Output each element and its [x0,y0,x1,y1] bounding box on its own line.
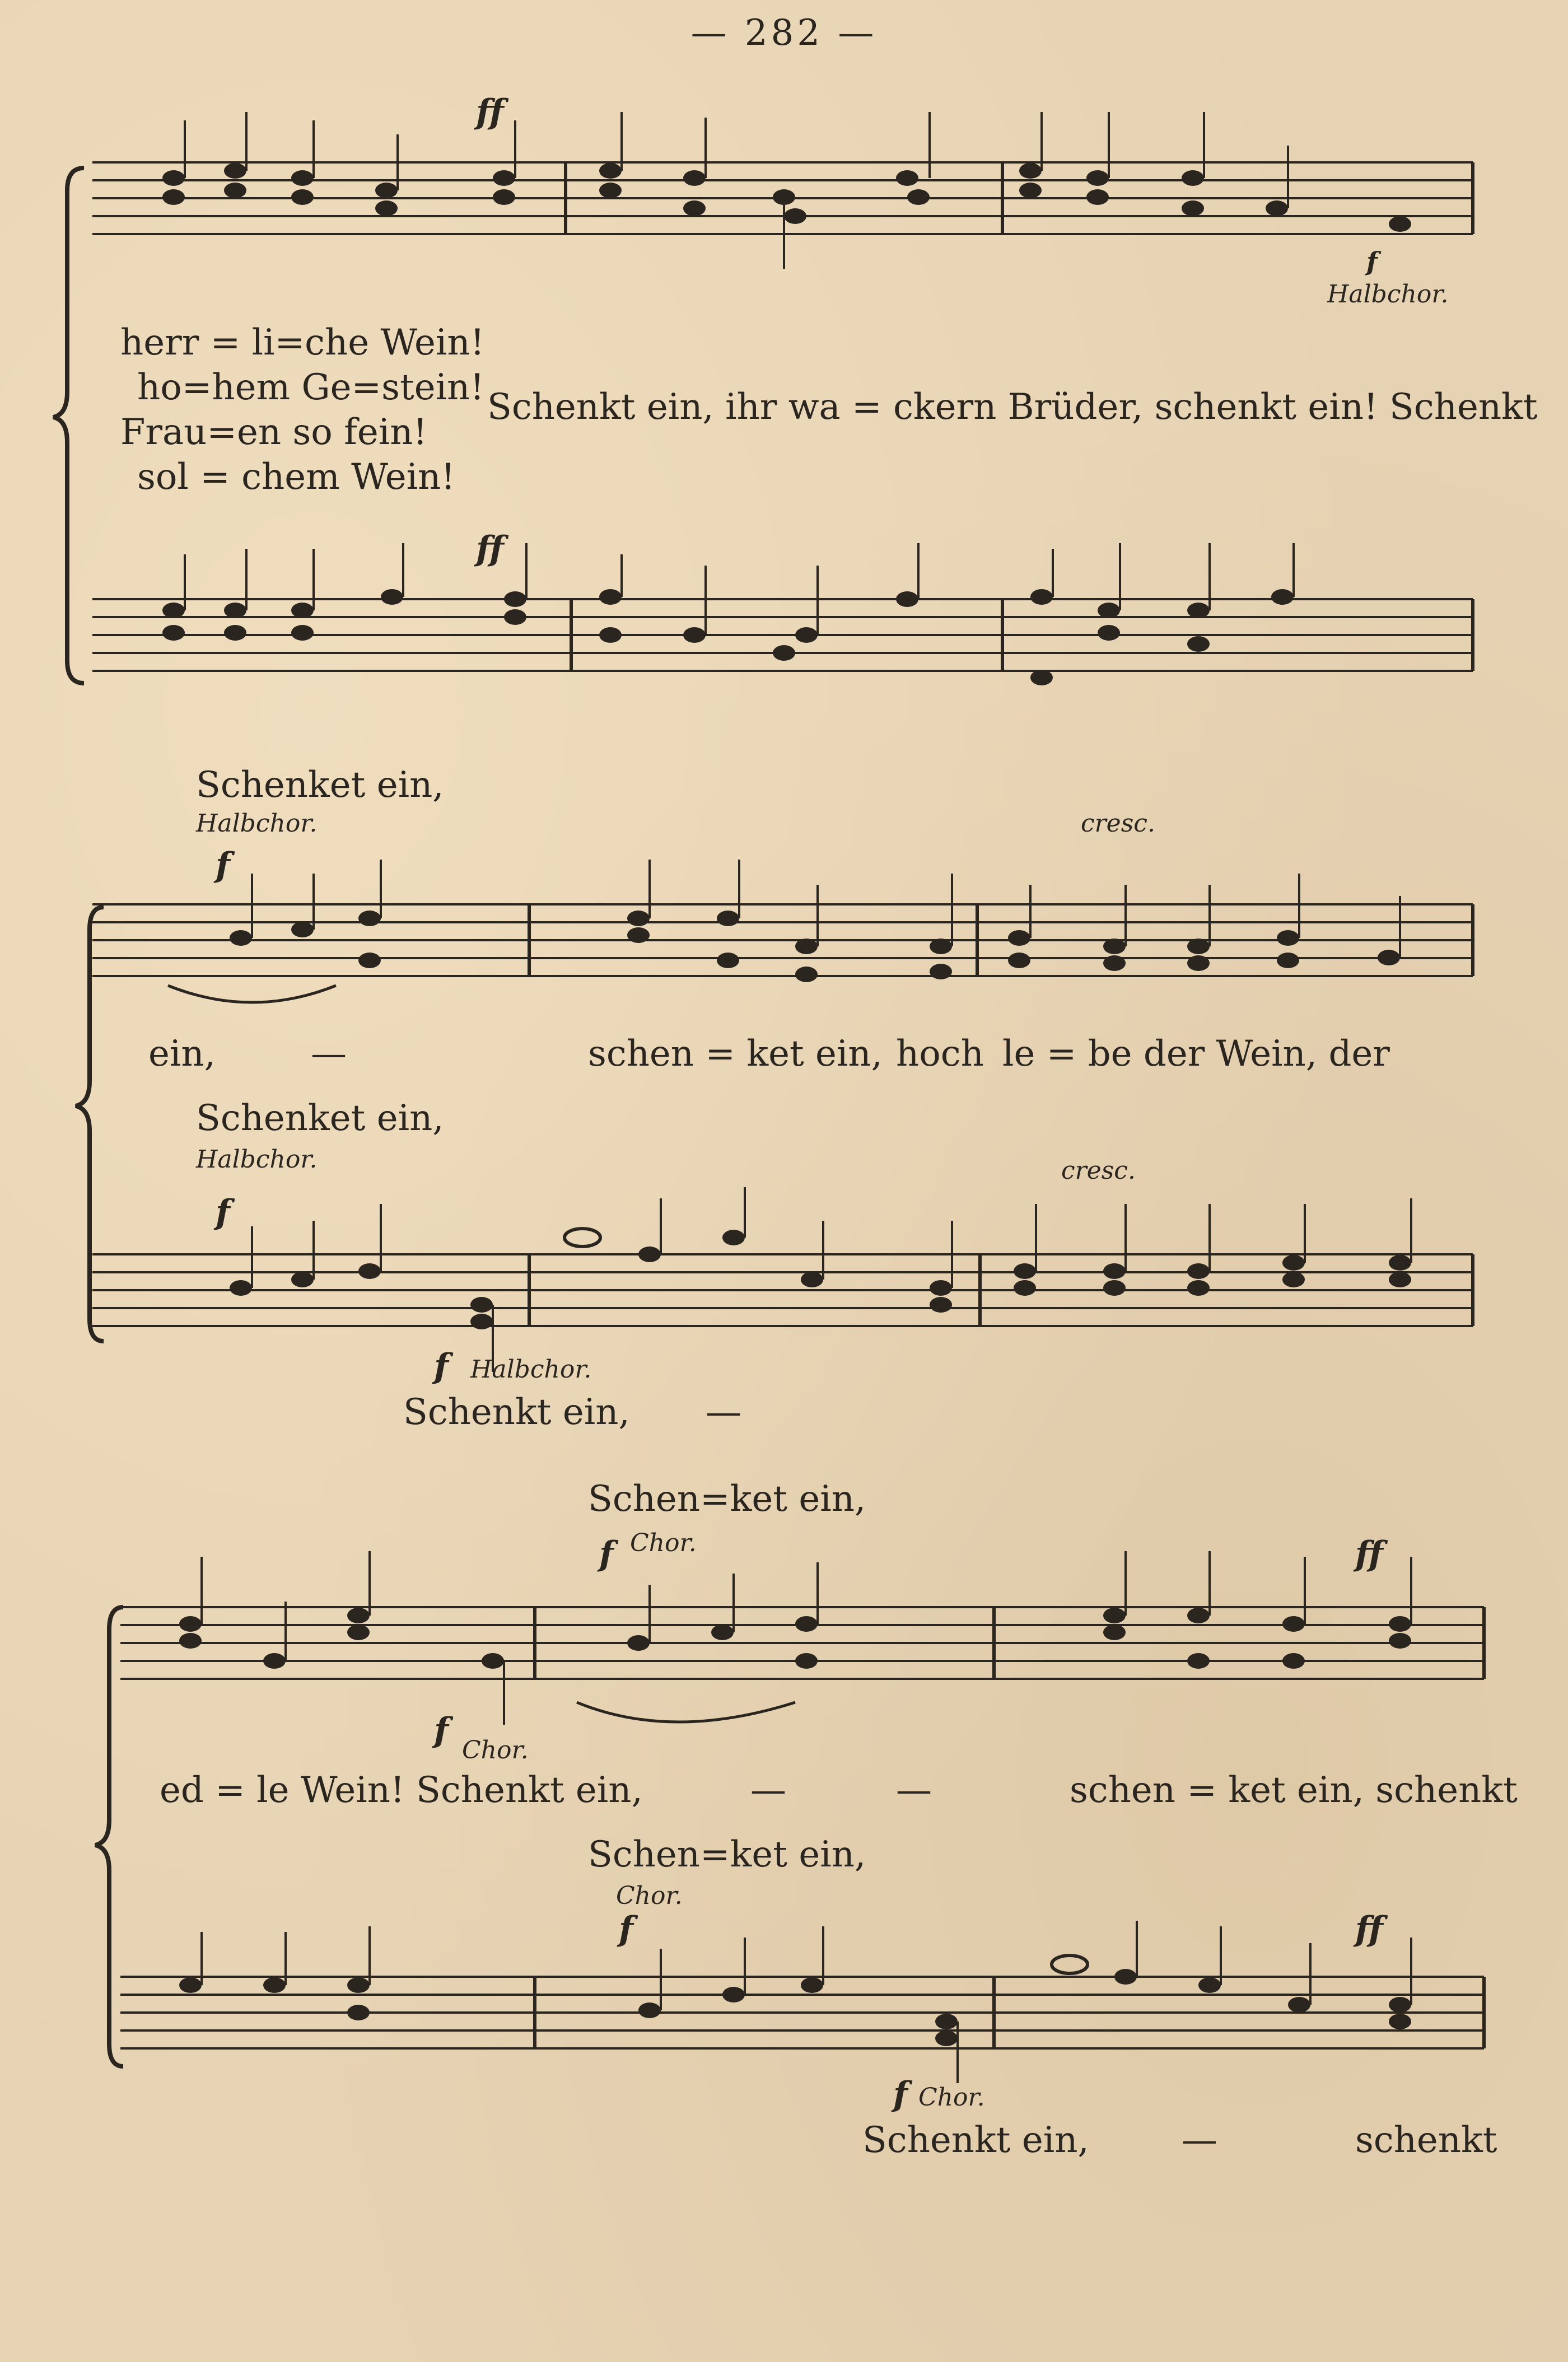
s3-lyric-edle: ed = le Wein! Schenkt ein, [160,1770,643,1811]
s3-lyric-schenket: schen = ket ein, schenkt [1070,1770,1518,1811]
notes-s1-upper [162,112,1411,269]
s2-mid-marking: Halbchor. [196,1145,318,1174]
s3-above-lyric: Schen=ket ein, [588,1478,866,1520]
s3-chor-under: Chor. [462,1736,529,1765]
notes-s1-lower [162,543,1294,685]
s3-chor-lower: Chor. [918,2083,985,2112]
staff-s2-upper [92,904,1473,976]
s1-upper-small-dynamic: f [1366,246,1378,277]
s3-below-lyric: Schenkt ein, [862,2120,1089,2161]
s3-chor-dyn: f [599,1534,614,1574]
s2-lyric-schenket: schen = ket ein, [588,1033,883,1075]
page-number: — 282 — [690,12,878,54]
s1-upper-dynamic: ff [476,92,504,132]
s2-lower-marking: Halbchor. [470,1355,592,1384]
s1-halbchor-marking: Halbchor. [1327,280,1449,309]
s3-chor-upper: Chor. [630,1529,697,1557]
s1-verse-2: ho=hem Ge=stein! [137,367,484,408]
s3-below-dash: — [1182,2120,1217,2161]
s3-f-mid: f [619,1910,633,1949]
s2-lyric-lebe: le = be der Wein, der [1002,1033,1390,1075]
s2-lower-marking-dyn: f [434,1347,449,1386]
s2-mid-lyric: Schenket ein, [196,1098,444,1139]
s1-verse-4: sol = chem Wein! [137,456,455,498]
s2-cresc: cresc. [1081,809,1155,838]
s3-lyric-dash-1: — [750,1770,786,1811]
s1-refrain: Schenkt ein, ihr wa = ckern Brüder, schenkt ein! Schenkt [487,386,1538,428]
notes-s2-upper [168,860,1400,1002]
s3-below-end: schenkt [1355,2120,1497,2161]
s3-lyric-dash-2: — [896,1770,932,1811]
s3-f-chor-lower: f [893,2075,908,2114]
s1-lower-dynamic: ff [476,529,504,568]
s3-ff-upper: ff [1355,1534,1383,1574]
s1-verse-3: Frau=en so fein! [120,412,428,453]
s2-dynamic-lower: f [216,1193,230,1232]
s2-above-lyric: Schenket ein, [196,764,444,806]
notes-s3-lower [179,1921,1411,2083]
s3-chor-mid: Chor. [616,1882,683,1910]
s2-lyric-ein: ein, [148,1033,216,1075]
notes-s3-upper [179,1551,1411,1725]
staff-s2-lower [92,1254,1473,1326]
notes-s2-lower [230,1187,1411,1372]
s2-lyric-dash: — [311,1033,347,1075]
s3-ff-lower: ff [1355,1910,1383,1949]
s2-cresc-lower: cresc. [1061,1156,1136,1185]
s2-dynamic-upper: f [216,846,230,885]
s2-below-dash: — [706,1392,741,1433]
s1-verse-1: herr = li=che Wein! [120,322,485,363]
s2-below-lyric: Schenkt ein, [403,1392,630,1433]
s3-mid-lyric: Schen=ket ein, [588,1834,866,1875]
s3-lower-f: f [434,1711,449,1750]
s2-lyric-hoch: hoch [896,1033,984,1075]
s2-above-marking: Halbchor. [196,809,318,838]
